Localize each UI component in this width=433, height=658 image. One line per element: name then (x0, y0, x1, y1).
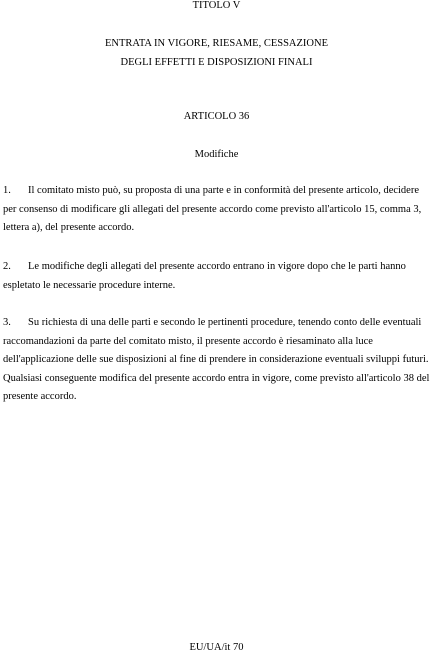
article-number: ARTICOLO 36 (183, 111, 250, 122)
part-heading (0, 35, 433, 72)
paragraph-3 (3, 314, 431, 407)
paragraph-text: Il comitato misto può, su proposta di una parte e in conformità del presente articolo, decidere per consenso di modificare gli allegati del presente accordo come previsto all'articolo 15, comma 3, lettera a), del presente accordo. (3, 185, 422, 234)
paragraph-number: 3. (3, 317, 11, 328)
part-heading-line-2: DEGLI EFFETTI E DISPOSIZIONI FINALI (120, 56, 313, 68)
paragraph-number: 2. (3, 261, 11, 272)
part-title: TITOLO V (192, 0, 241, 11)
paragraph-1 (3, 182, 431, 238)
page-footer: EU/UA/it 70 (189, 642, 244, 653)
paragraph-text: Su richiesta di una delle parti e secondo le pertinenti procedure, tenendo conto delle eventuali raccomandazioni da parte del comitato misto, il presente accordo è riesaminato alla luce dell'applicazione delle sue disposizioni al fine di prendere in considerazione eventuali sviluppi futuri. Qualsiasi conseguente modifica del presente accordo entra in vigore, come previsto all'articolo 38 del presente accordo. (3, 317, 430, 403)
paragraph-2 (3, 258, 431, 295)
paragraph-number: 1. (3, 185, 11, 196)
part-heading-line-1: ENTRATA IN VIGORE, RIESAME, CESSAZIONE (105, 38, 328, 49)
paragraph-text: Le modifiche degli allegati del presente accordo entrano in vigore dopo che le parti hanno espletato le necessarie procedure interne. (3, 261, 406, 291)
article-title: Modifiche (194, 149, 239, 160)
